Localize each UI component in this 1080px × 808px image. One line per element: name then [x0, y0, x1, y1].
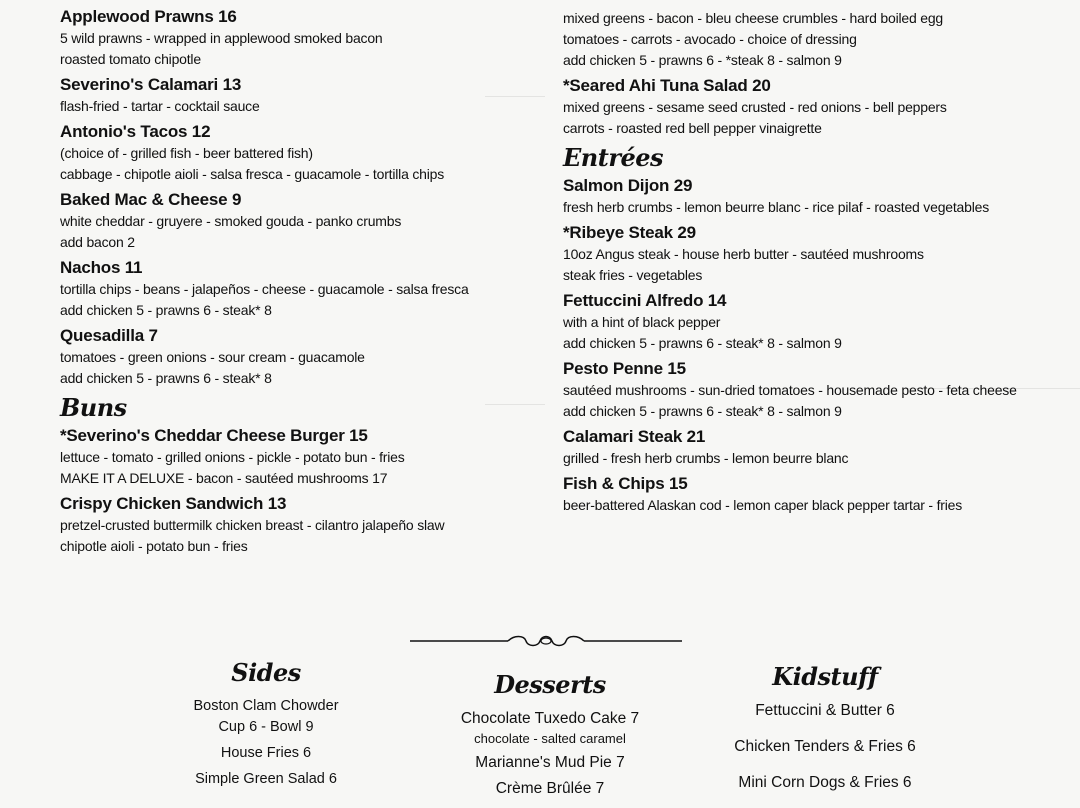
menu-item [60, 121, 530, 185]
left-menu-column [60, 6, 530, 561]
menu-item-description: steak fries - vegetables [563, 267, 703, 283]
menu-item-description: tortilla chips - beans - jalapeños - cheese - guacamole - salsa fresca [60, 281, 469, 297]
appetizers-list [60, 6, 530, 389]
menu-item [60, 257, 530, 321]
buns-list [60, 425, 530, 557]
menu-item-name: Quesadilla 7 [60, 326, 158, 345]
sides-section [190, 658, 342, 790]
menu-item [563, 358, 1063, 422]
menu-item-description: add chicken 5 - prawns 6 - steak* 8 [60, 370, 272, 386]
entrees-heading: Entrées [563, 143, 664, 172]
menu-item-name: *Severino's Cheddar Cheese Burger 15 [60, 426, 368, 445]
menu-item [60, 189, 530, 253]
menu-item [563, 473, 1063, 516]
menu-item [60, 425, 530, 489]
menu-item-description: pretzel-crusted buttermilk chicken breast - cilantro jalapeño slaw [60, 517, 445, 533]
menu-item-description: sautéed mushrooms - sun-dried tomatoes - housemade pesto - feta cheese [563, 382, 1017, 398]
menu-item-description: 5 wild prawns - wrapped in applewood smoked bacon [60, 30, 383, 46]
menu-item [60, 493, 530, 557]
menu-item-description: chipotle aioli - potato bun - fries [60, 538, 248, 554]
side-item: Boston Clam Chowder [193, 698, 339, 714]
menu-item-description: with a hint of black pepper [563, 314, 721, 330]
menu-item-name: Nachos 11 [60, 258, 143, 277]
side-item: Cup 6 - Bowl 9 [218, 719, 314, 735]
menu-item-description: white cheddar - gruyere - smoked gouda - panko crumbs [60, 213, 402, 229]
salads-list [563, 8, 1063, 139]
menu-item-name: Fish & Chips 15 [563, 474, 688, 493]
menu-item-description: add chicken 5 - prawns 6 - steak* 8 - salmon 9 [563, 403, 842, 419]
menu-item [60, 6, 530, 70]
menu-item-description: (choice of - grilled fish - beer battered fish) [60, 145, 313, 161]
menu-item-name: Antonio's Tacos 12 [60, 122, 211, 141]
kids-item: Mini Corn Dogs & Fries 6 [738, 774, 912, 791]
desserts-section [450, 670, 650, 800]
menu-item-description: cabbage - chipotle aioli - salsa fresca - guacamole - tortilla chips [60, 166, 445, 182]
menu-item-name: Calamari Steak 21 [563, 427, 706, 446]
menu-item-description: grilled - fresh herb crumbs - lemon beurre blanc [563, 450, 849, 466]
menu-item-description: flash-fried - tartar - cocktail sauce [60, 98, 260, 114]
menu-item [60, 325, 530, 389]
menu-item-description: MAKE IT A DELUXE - bacon - sautéed mushrooms 17 [60, 470, 388, 486]
menu-item-name: Crispy Chicken Sandwich 13 [60, 494, 287, 513]
menu-item-name: *Seared Ahi Tuna Salad 20 [563, 76, 771, 95]
menu-item-name: Salmon Dijon 29 [563, 176, 693, 195]
menu-item [60, 74, 530, 117]
menu-item-description: fresh herb crumbs - lemon beurre blanc - rice pilaf - roasted vegetables [563, 199, 990, 215]
side-item: Simple Green Salad 6 [195, 771, 337, 787]
menu-item-description: add chicken 5 - prawns 6 - *steak 8 - salmon 9 [563, 52, 842, 68]
kids-item: Chicken Tenders & Fries 6 [734, 738, 916, 755]
menu-item [563, 290, 1063, 354]
kidstuff-heading: Kidstuff [772, 662, 878, 691]
kidstuff-section [725, 662, 925, 794]
menu-item [563, 222, 1063, 286]
menu-item-description: add chicken 5 - prawns 6 - steak* 8 [60, 302, 272, 318]
dessert-item: Marianne's Mud Pie 7 [475, 754, 625, 771]
menu-item [563, 75, 1063, 139]
kids-item: Fettuccini & Butter 6 [755, 702, 895, 719]
side-item: House Fries 6 [220, 745, 312, 761]
menu-item-description: tomatoes - carrots - avocado - choice of dressing [563, 31, 857, 47]
buns-heading: Buns [60, 393, 127, 422]
menu-item-name: Baked Mac & Cheese 9 [60, 190, 242, 209]
menu-item-name: *Ribeye Steak 29 [563, 223, 696, 242]
ornament-divider [410, 634, 682, 648]
menu-item-name: Applewood Prawns 16 [60, 7, 237, 26]
entrees-list [563, 175, 1063, 516]
menu-item-description: mixed greens - bacon - bleu cheese crumbles - hard boiled egg [563, 10, 944, 26]
dessert-item: Crème Brûlée 7 [495, 780, 605, 797]
menu-item-description: lettuce - tomato - grilled onions - pickle - potato bun - fries [60, 449, 405, 465]
menu-item-description: beer-battered Alaskan cod - lemon caper black pepper tartar - fries [563, 497, 963, 513]
sides-heading: Sides [231, 658, 301, 687]
menu-item-description: carrots - roasted red bell pepper vinaigrette [563, 120, 822, 136]
right-menu-column [563, 8, 1063, 520]
menu-item-description: add bacon 2 [60, 234, 135, 250]
menu-item [563, 8, 1063, 71]
menu-item-description: tomatoes - green onions - sour cream - guacamole [60, 349, 365, 365]
menu-item-name: Severino's Calamari 13 [60, 75, 242, 94]
desserts-heading: Desserts [494, 670, 606, 699]
menu-item [563, 175, 1063, 218]
menu-item-description: add chicken 5 - prawns 6 - steak* 8 - salmon 9 [563, 335, 842, 351]
menu-item-description: 10oz Angus steak - house herb butter - sautéed mushrooms [563, 246, 924, 262]
menu-item [563, 426, 1063, 469]
dessert-item: Chocolate Tuxedo Cake 7 [460, 710, 640, 727]
menu-item-description: roasted tomato chipotle [60, 51, 201, 67]
dessert-description: chocolate - salted caramel [474, 731, 626, 746]
menu-item-description: mixed greens - sesame seed crusted - red onions - bell peppers [563, 99, 947, 115]
menu-item-name: Fettuccini Alfredo 14 [563, 291, 727, 310]
menu-item-name: Pesto Penne 15 [563, 359, 686, 378]
